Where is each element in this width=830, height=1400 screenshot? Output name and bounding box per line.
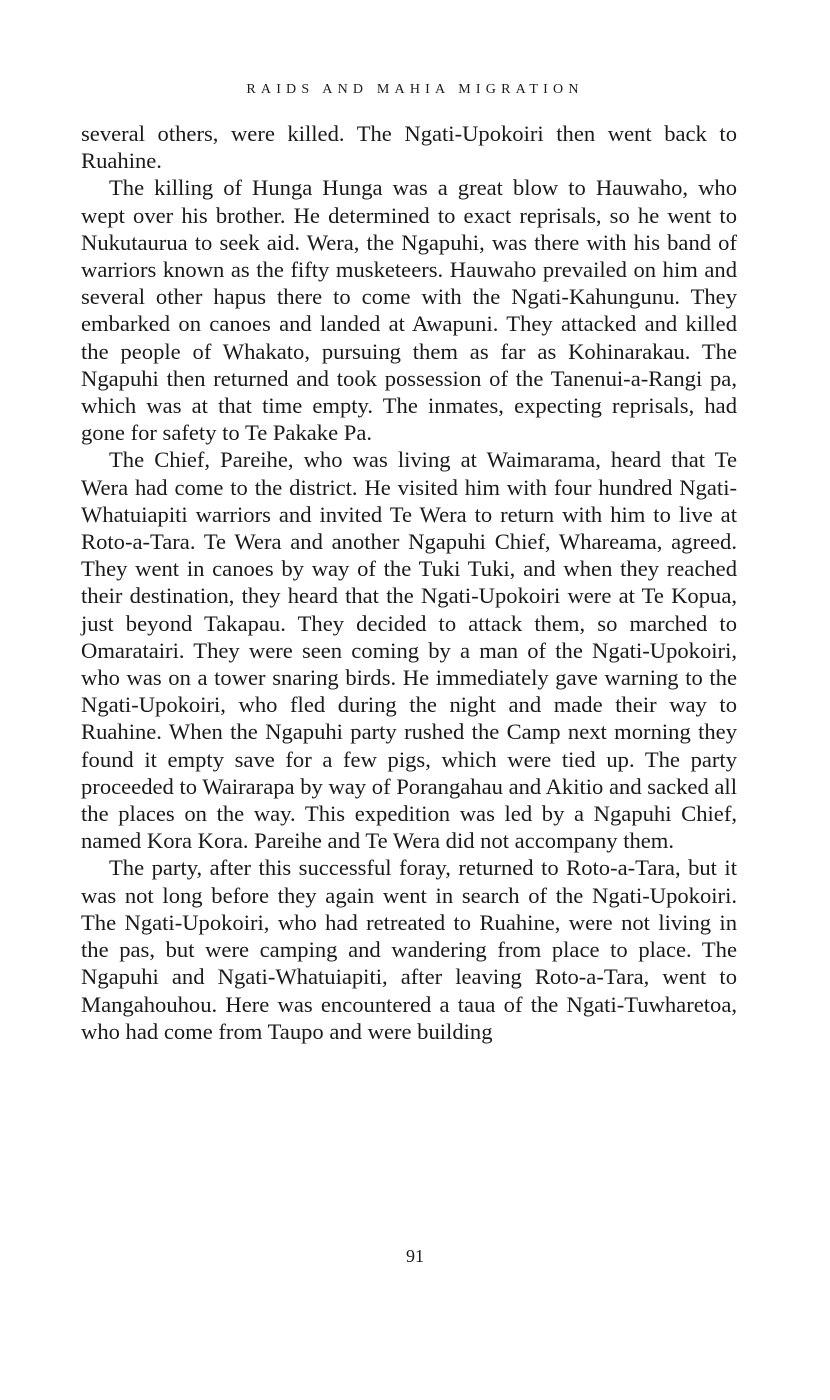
page-number: 91 bbox=[406, 1246, 424, 1266]
running-head: RAIDS AND MAHIA MIGRATION bbox=[246, 82, 584, 97]
paragraph-3: The Chief, Pareihe, who was living at Waimarama, heard that Te Wera had come to the district. He visited him with four hundred Ngati-Whatuiapiti warriors and invited Te Wera to return with him to live at Roto-a-Tara. Te Wera and another Ngapuhi Chief, Whareama, agreed. They went in canoes by way of the Tuki Tuki, and when they reached their destination, they heard that the Ngati-Upokoiri were at Te Kopua, just beyond Takapau. They decided to attack them, so marched to Omaratairi. They were seen coming by a man of the Ngati-Upokoiri, who was on a tower snaring birds. He immediately gave warning to the Ngati-Upokoiri, who fled during the night and made their way to Ruahine. When the Ngapuhi party rushed the Camp next morning they found it empty save for a few pigs, which were tied up. The party proceeded to Wairarapa by way of Porangahau and Akitio and sacked all the places on the way. This expedition was led by a Ngapuhi Chief, named Kora Kora. Pareihe and Te Wera did not accompany them. bbox=[81, 447, 737, 854]
body-text bbox=[81, 120, 737, 1045]
paragraph-2: The killing of Hunga Hunga was a great blow to Hauwaho, who wept over his brother. He determined to exact reprisals, so he went to Nukutaurua to seek aid. Wera, the Ngapuhi, was there with his band of warriors known as the fifty musketeers. Hauwaho prevailed on him and several other hapus there to come with the Ngati-Kahungunu. They embarked on canoes and landed at Awapuni. They attacked and killed the people of Whakato, pursuing them as far as Kohinarakau. The Ngapuhi then returned and took possession of the Tanenui-a-Rangi pa, which was at that time empty. The inmates, expecting reprisals, had gone for safety to Te Pakake Pa. bbox=[81, 175, 737, 446]
paragraph-4: The party, after this successful foray, returned to Roto-a-Tara, but it was not long before they again went in search of the Ngati-Upokoiri. The Ngati-Upokoiri, who had retreated to Ruahine, were not living in the pas, but were camping and wandering from place to place. The Ngapuhi and Ngati-Whatuiapiti, after leaving Roto-a-Tara, went to Mangahouhou. Here was encountered a taua of the Ngati-Tuwharetoa, who had come from Taupo and were building bbox=[81, 855, 737, 1044]
paragraph-1: several others, were killed. The Ngati-Upokoiri then went back to Ruahine. bbox=[81, 121, 737, 174]
